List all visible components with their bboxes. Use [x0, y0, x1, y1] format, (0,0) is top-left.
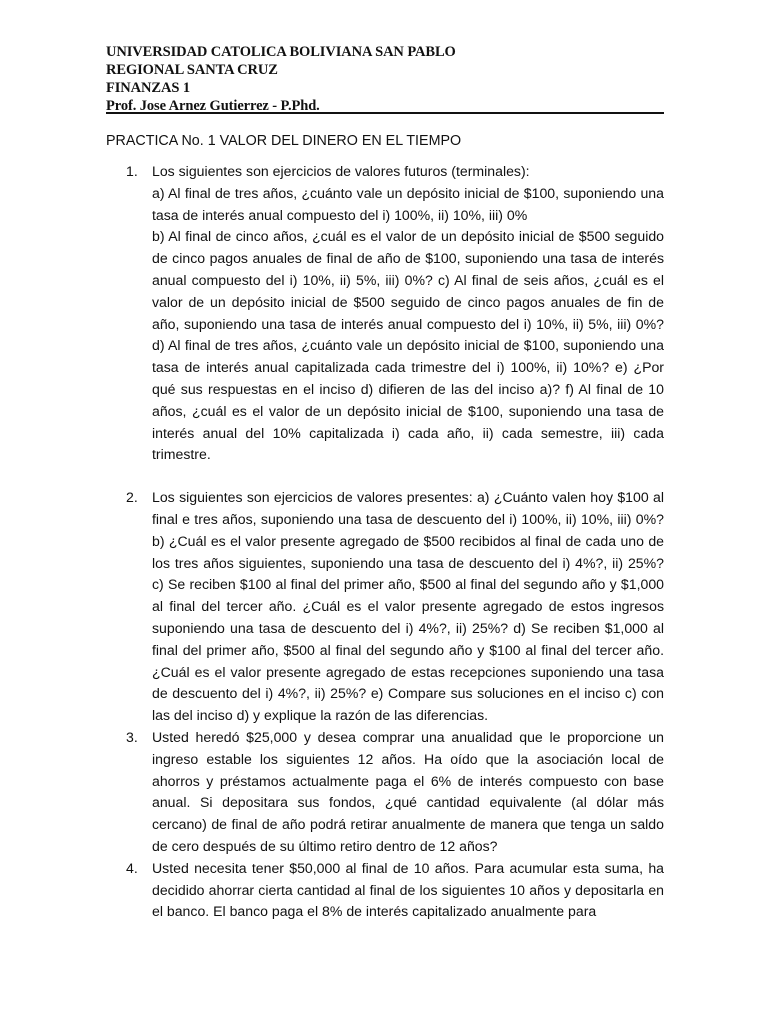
professor-name: Prof. Jose Arnez Gutierrez - P.Phd.	[106, 98, 320, 114]
question-3	[106, 727, 664, 858]
question-body	[152, 727, 664, 858]
university-name: UNIVERSIDAD CATOLICA BOLIVIANA SAN PABLO	[106, 44, 456, 60]
question-intro: Los siguientes son ejercicios de valores futuros (terminales):	[152, 163, 530, 179]
question-body	[152, 858, 664, 923]
question-text: Los siguientes son ejercicios de valores presentes: a) ¿Cuánto valen hoy $100 al final e tres años, suponiendo una tasa de descuento del i) 100%, ii) 10%, iii) 0%? b) ¿Cuál es el valor presente agregado de $500 recibidos al final de cada uno de los tres años siguientes, suponiendo una tasa de descuento del i) 4%?, ii) 25%? c) Se reciben $100 al final del primer año, $500 al final del segundo año y $1,000 al final del tercer año. ¿Cuál es el valor presente agregado de estos ingresos suponiendo una tasa de descuento del i) 4%?, ii) 25%? d) Se reciben $1,000 al final del primer año, $500 al final del segundo año y $100 al final del tercer año. ¿Cuál es el valor presente agregado de estas recepciones suponiendo una tasa de descuento del i) 4%?, ii) 25%? e) Compare sus soluciones en el inciso c) con las del inciso d) y explique la razón de las diferencias.	[152, 489, 664, 724]
question-part-b-f: b) Al final de cinco años, ¿cuál es el valor de un depósito inicial de $500 seguido de cinco pagos anuales de final de año de $100, suponiendo una tasa de interés anual compuesto del i) 10%, ii) 5%, iii) 0%? c) Al final de seis años, ¿cuál es el valor de un depósito inicial de $500 seguido de cinco pagos anuales de fin de año, suponiendo una tasa de interés anual compuesto del i) 10%, ii) 5%, iii) 0%? d) Al final de tres años, ¿cuánto vale un depósito inicial de $100, suponiendo una tasa de interés anual capitalizada cada trimestre del i) 100%, ii) 10%? e) ¿Por qué sus respuestas en el inciso d) difieren de las del inciso a)? f) Al final de 10 años, ¿cuál es el valor de un depósito inicial de $100, suponiendo una tasa de interés anual del 10% capitalizada i) cada año, ii) cada semestre, iii) cada trimestre.	[152, 228, 664, 463]
question-part-a: a) Al final de tres años, ¿cuánto vale un depósito inicial de $100, suponiendo una tasa de interés anual compuesto del i) 100%, ii) 10%, iii) 0%	[152, 184, 664, 223]
question-number: 1.	[126, 163, 138, 179]
question-2	[106, 487, 664, 727]
regional-name: REGIONAL SANTA CRUZ	[106, 62, 278, 78]
question-list	[106, 161, 664, 923]
course-name: FINANZAS 1	[106, 80, 190, 96]
question-number: 3.	[126, 728, 138, 745]
question-text: Usted necesita tener $50,000 al final de 10 años. Para acumular esta suma, ha decidido ahorrar cierta cantidad al final de los siguientes 10 años y depositarla en el banco. El banco paga el 8% de interés capitalizado anualmente para	[152, 859, 664, 920]
question-4	[106, 858, 664, 923]
question-1	[106, 161, 664, 466]
page-title: PRACTICA No. 1 VALOR DEL DINERO EN EL TIEMPO	[106, 133, 462, 149]
course-header	[106, 43, 664, 115]
question-number: 4.	[126, 859, 138, 876]
question-number: 2.	[126, 489, 138, 506]
question-body	[152, 487, 664, 727]
header-divider	[106, 112, 664, 114]
question-text: Usted heredó $25,000 y desea comprar una anualidad que le proporcione un ingreso estable los siguientes 12 años. Ha oído que la asociación local de ahorros y préstamos actualmente paga el 6% de interés compuesto con base anual. Si depositara sus fondos, ¿qué cantidad equivalente (al dólar más cercano) de final de año podrá retirar anualmente de manera que tenga un saldo de cero después de su último retiro dentro de 12 años?	[152, 728, 664, 854]
question-body	[152, 161, 664, 466]
